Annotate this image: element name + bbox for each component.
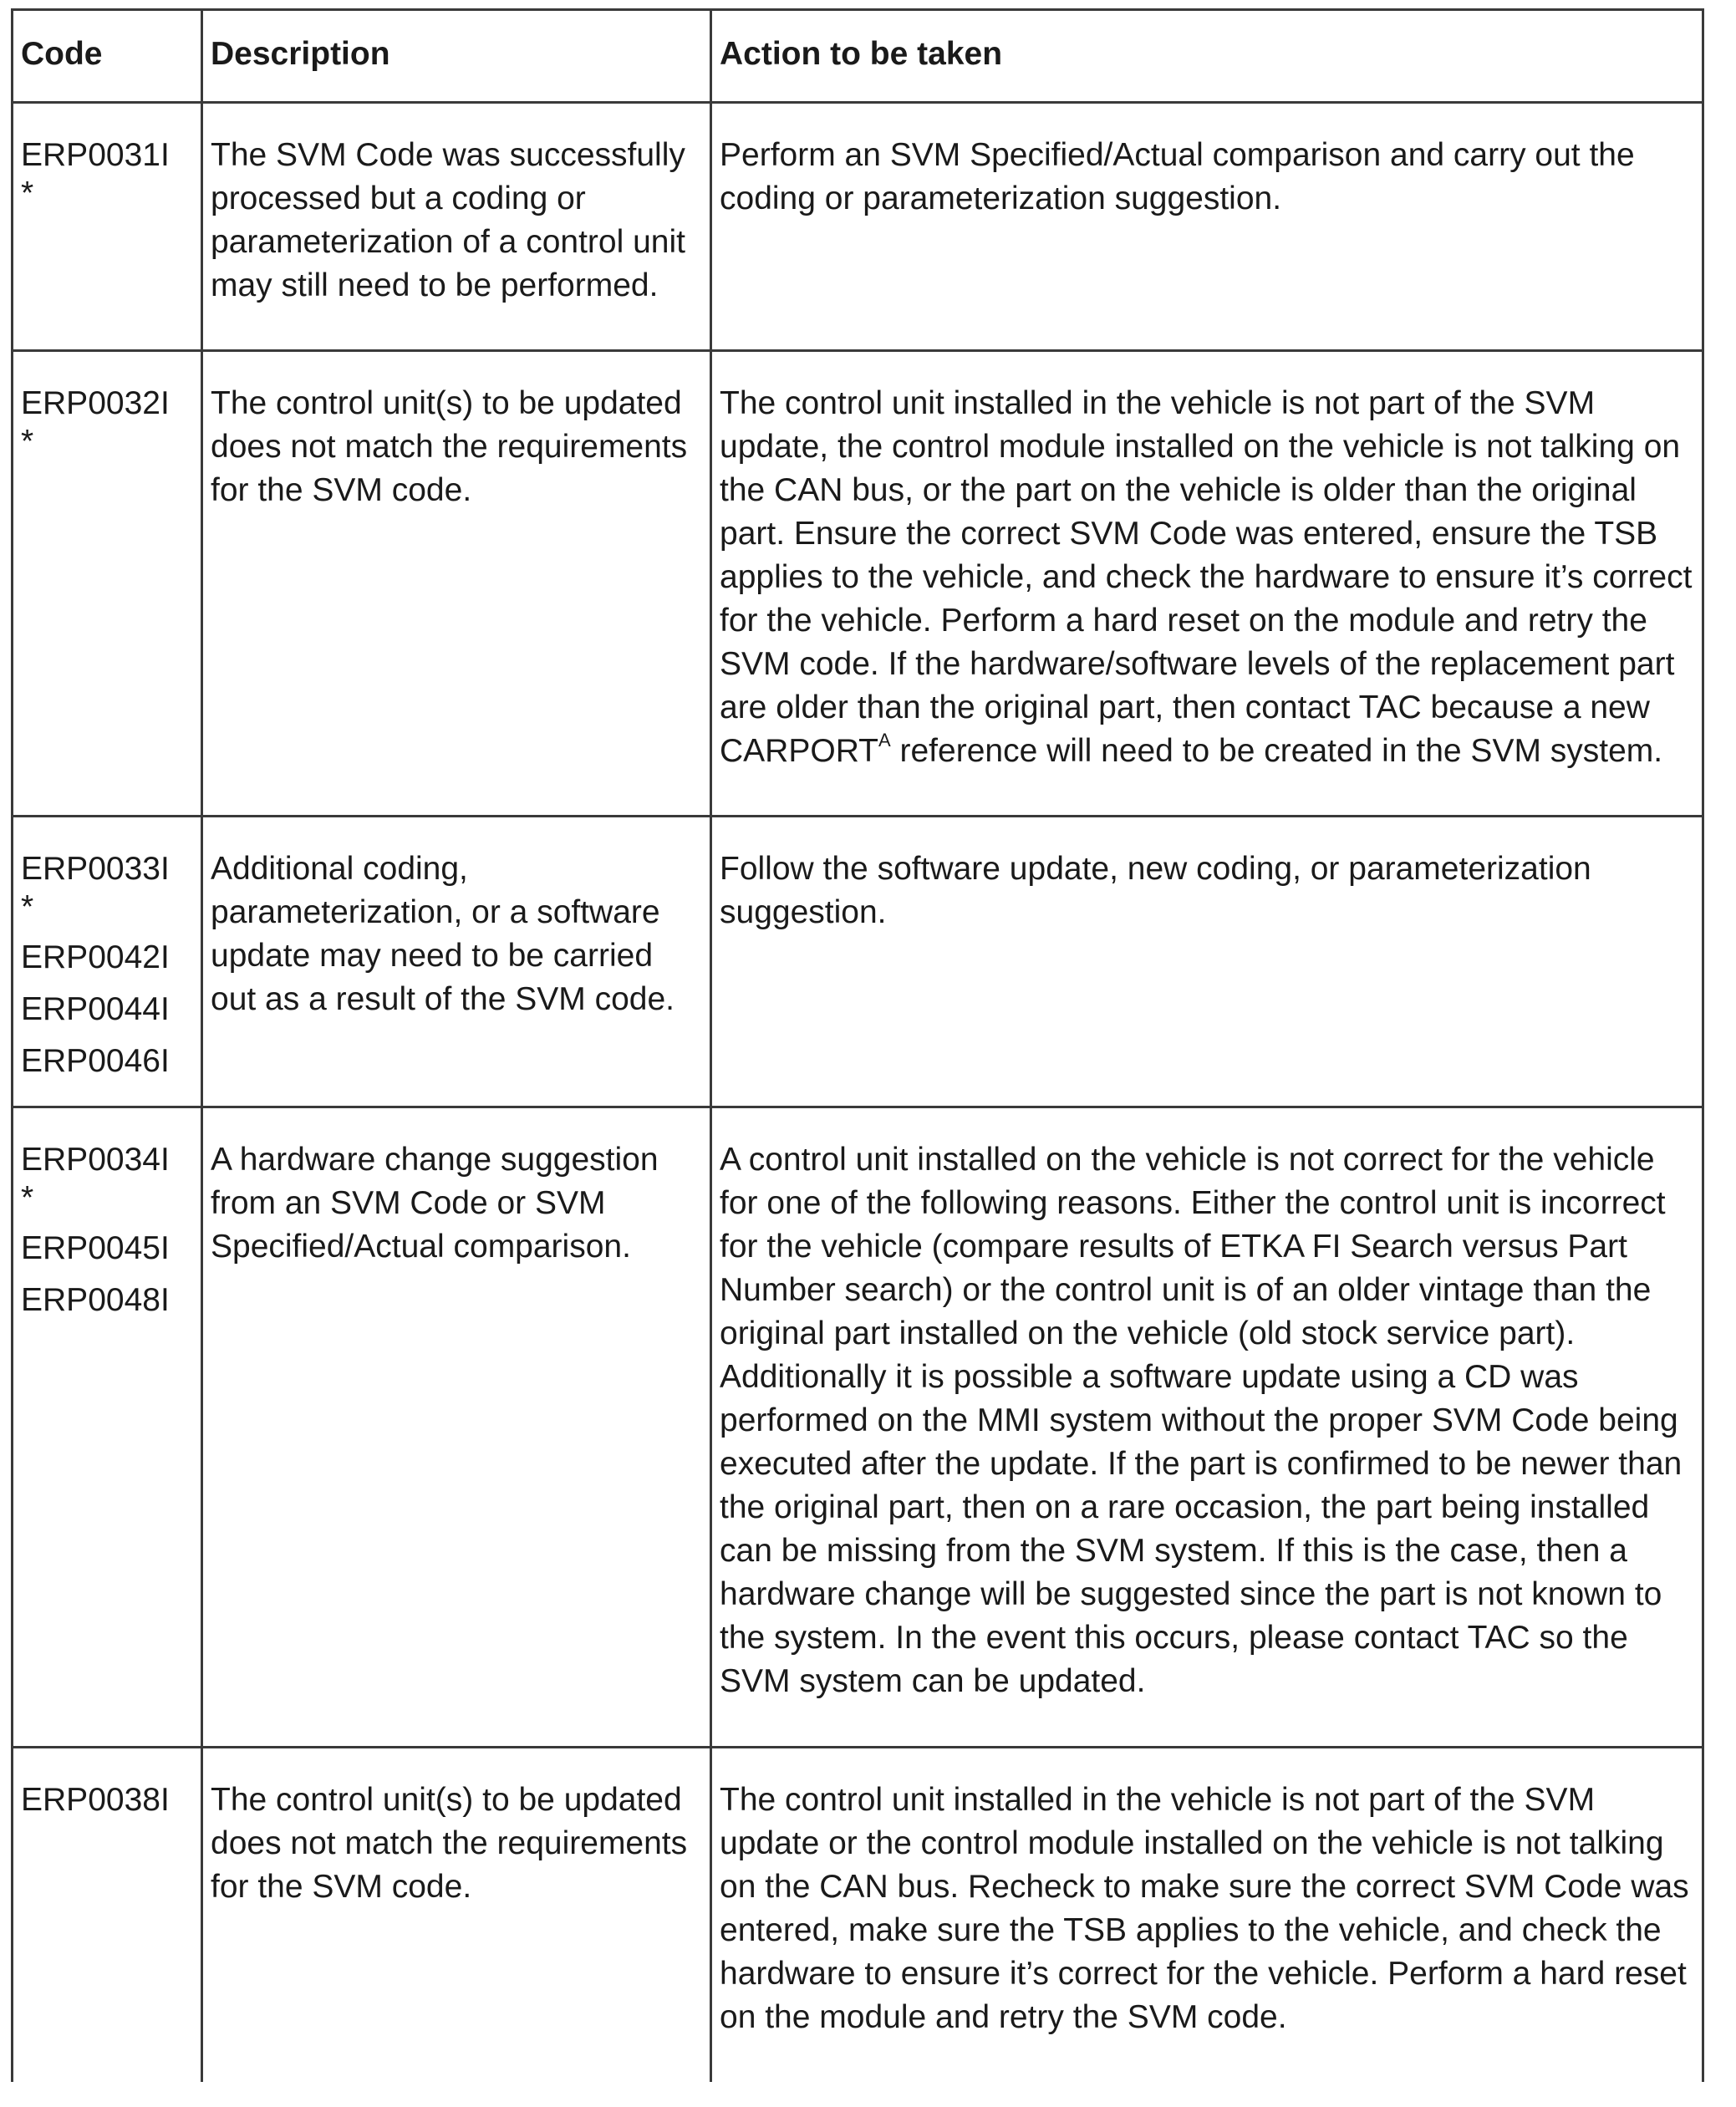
table-row	[13, 1748, 1703, 2082]
error-code: ERP0038I	[21, 1782, 170, 1818]
description-cell: Additional coding, parameterization, or a software update may need to be carried out as a result of the SVM code.	[202, 817, 711, 1107]
table-header-row	[13, 10, 1703, 103]
action-cell: A control unit installed on the vehicle is not correct for the vehicle for one of the following reasons. Either the control unit is incorrect for the vehicle (compare results of ETKA FI Search versus Part Number search) or the control unit is of an older vintage than the original part installed on the vehicle (old stock service part). Additionally it is possible a software update using a CD was performed on the MMI system without the proper SVM Code being executed after the update. If the part is confirmed to be newer than the original part, then on a rare occasion, the part being installed can be missing from the SVM system. If this is the case, then a hardware change will be suggested since the part is not known to the system. In the event this occurs, please contact TAC so the SVM system can be updated.	[711, 1107, 1703, 1748]
error-code: ERP0032I	[21, 385, 170, 421]
action-cell: Perform an SVM Specified/Actual comparison and carry out the coding or parameterization suggestion.	[711, 103, 1703, 351]
description-cell: The control unit(s) to be updated does not match the requirements for the SVM code.	[202, 351, 711, 817]
error-code: ERP0044I	[21, 991, 170, 1027]
table-row	[13, 351, 1703, 817]
error-code: ERP0046I	[21, 1043, 170, 1079]
table-row	[13, 1107, 1703, 1748]
error-code: ERP0048I	[21, 1282, 170, 1318]
code-asterisk: *	[21, 424, 34, 460]
table-row	[13, 817, 1703, 1107]
code-asterisk: *	[21, 176, 34, 211]
error-code: ERP0031I	[21, 137, 170, 173]
code-asterisk: *	[21, 1180, 34, 1216]
header-code: Code	[13, 10, 202, 103]
code-asterisk: *	[21, 889, 34, 925]
action-text-continued: reference will need to be created in the SVM system.	[890, 733, 1663, 769]
error-code-table	[11, 8, 1704, 2082]
code-cell	[13, 1748, 202, 2082]
code-cell	[13, 817, 202, 1107]
code-cell	[13, 103, 202, 351]
header-description: Description	[202, 10, 711, 103]
action-cell	[711, 351, 1703, 817]
header-action: Action to be taken	[711, 10, 1703, 103]
code-cell	[13, 1107, 202, 1748]
action-cell: The control unit installed in the vehicle is not part of the SVM update or the control module installed on the vehicle is not talking on the CAN bus. Recheck to make sure the correct SVM Code was entered, make sure the TSB applies to the vehicle, and check the hardware to ensure it’s correct for the vehicle. Perform a hard reset on the module and retry the SVM code.	[711, 1748, 1703, 2082]
action-cell: Follow the software update, new coding, or parameterization suggestion.	[711, 817, 1703, 1107]
code-cell	[13, 351, 202, 817]
error-code: ERP0033I	[21, 851, 170, 887]
description-cell: The control unit(s) to be updated does not match the requirements for the SVM code.	[202, 1748, 711, 2082]
table-row	[13, 103, 1703, 351]
error-code: ERP0042I	[21, 939, 170, 975]
description-cell: The SVM Code was successfully processed but a coding or parameterization of a control unit may still need to be performed.	[202, 103, 711, 351]
error-code: ERP0034I	[21, 1142, 170, 1178]
error-code: ERP0045I	[21, 1230, 170, 1266]
action-text: The control unit installed in the vehicle is not part of the SVM update, the control module installed on the vehicle is not talking on the CAN bus, or the part on the vehicle is older than the original part. Ensure the correct SVM Code was entered, ensure the TSB applies to the vehicle, and check the hardware to ensure it’s correct for the vehicle. Perform a hard reset on the module and retry the SVM code. If the hardware/software levels of the replacement part are older than the original part, then contact TAC because a new CARPORT	[720, 385, 1693, 769]
registered-mark: A	[878, 730, 891, 751]
description-cell: A hardware change suggestion from an SVM Code or SVM Specified/Actual comparison.	[202, 1107, 711, 1748]
